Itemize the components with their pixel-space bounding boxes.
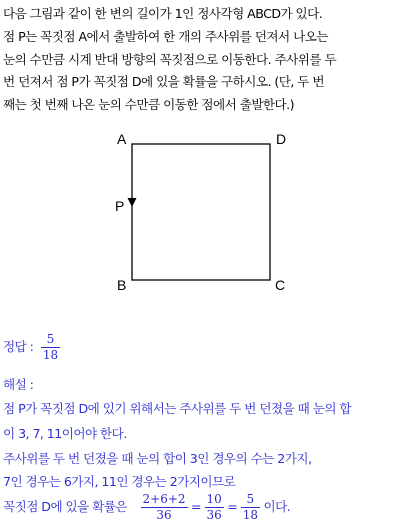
problem-line-1: 다음 그림과 같이 한 변의 길이가 1인 정사각형 ABCD가 있다. — [3, 6, 323, 21]
fraction-sum — [141, 492, 188, 523]
vertex-label-b: B — [117, 277, 127, 293]
equals-sign-2: = — [227, 499, 238, 514]
fraction-unreduced-numerator: 10 — [206, 492, 222, 506]
explanation-line-4: 7인 경우는 6가지, 11인 경우는 2가지이므로 — [3, 474, 236, 489]
vertex-label-c: C — [275, 277, 286, 293]
solution-section — [3, 0, 397, 530]
vertex-label-d: D — [276, 131, 287, 147]
probability-suffix: 이다. — [263, 499, 291, 514]
answer-label: 정답 : — [3, 339, 34, 354]
explanation-label: 해설 : — [3, 377, 34, 392]
fraction-result-numerator: 5 — [241, 492, 260, 508]
explanation-line-5 — [3, 492, 290, 523]
explanation-line-1: 점 P가 꼭짓점 D에 있기 위해서는 주사위를 두 번 던졌을 때 눈의 합 — [3, 401, 352, 416]
fraction-result — [241, 492, 260, 523]
fraction-unreduced — [205, 492, 224, 523]
point-label-p: P — [115, 198, 125, 214]
explanation-line-3: 주사위를 두 번 던졌을 때 눈의 합이 3인 경우의 수는 2가지, — [3, 451, 312, 466]
problem-line-4: 번 던져서 점 P가 꼭짓점 D에 있을 확률을 구하시오. (단, 두 번 — [3, 74, 324, 90]
probability-prefix: 꼭짓점 D에 있을 확률은 — [3, 499, 128, 514]
answer-numerator: 5 — [41, 332, 60, 348]
equals-sign-1: = — [191, 499, 202, 514]
vertex-label-a: A — [117, 131, 127, 147]
fraction-unreduced-denominator: 36 — [206, 508, 222, 522]
fraction-sum-denominator: 36 — [156, 508, 172, 522]
fraction-result-denominator: 18 — [242, 508, 259, 522]
answer-row — [3, 332, 60, 363]
problem-line-5: 째는 첫 번째 나온 눈의 수만큼 이동한 점에서 출발한다.) — [3, 97, 294, 113]
problem-line-2: 점 P는 꼭짓점 A에서 출발하여 한 개의 주사위를 던져서 나오는 — [3, 28, 328, 44]
problem-line-3: 눈의 수만큼 시계 반대 방향의 꼭짓점으로 이동한다. 주사위를 두 — [3, 51, 337, 67]
explanation-line-2: 이 3, 7, 11이어야 한다. — [3, 426, 127, 441]
fraction-sum-numerator: 2+6+2 — [142, 492, 186, 506]
answer-fraction — [41, 332, 60, 363]
answer-denominator: 18 — [42, 348, 59, 362]
